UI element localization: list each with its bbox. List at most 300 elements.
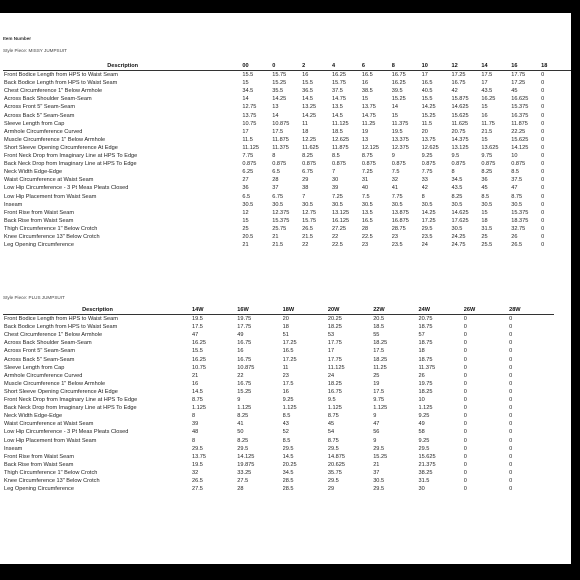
measurement-value: 35.75 xyxy=(327,469,342,476)
measurement-value: 10.75 xyxy=(242,120,257,127)
measurement-value: 9.75 xyxy=(373,397,385,404)
measurement-value: 21.5 xyxy=(302,233,313,240)
measurement-value: 54 xyxy=(327,429,335,436)
measurement-value: 17.5 xyxy=(481,72,493,79)
measurement-value: 0 xyxy=(541,185,545,192)
measurement-value: 0 xyxy=(509,477,513,484)
measurement-value: 0 xyxy=(509,445,513,452)
measurement-value: 0 xyxy=(463,453,467,460)
measurement-value: 32 xyxy=(391,177,398,184)
measurement-value: 14.25 xyxy=(272,96,287,103)
measurement-value: 20 xyxy=(282,316,289,323)
measurement-value: 25.5 xyxy=(481,242,493,249)
measurement-value: 29.5 xyxy=(327,445,339,452)
size-column-header: 18W xyxy=(283,306,328,315)
size-column-header: 18 xyxy=(541,62,571,71)
measurement-value: 0 xyxy=(463,477,467,484)
measurement-value: 16.25 xyxy=(391,80,406,87)
description-header: Description xyxy=(3,62,242,71)
table-row xyxy=(3,477,554,485)
measurement-value: 0 xyxy=(541,217,545,224)
measurement-value: 1.125 xyxy=(327,405,342,412)
table-row xyxy=(3,120,571,128)
measurement-value: 30.5 xyxy=(302,201,313,208)
measurement-value: 16.75 xyxy=(327,388,342,395)
measurement-value: 23 xyxy=(282,372,289,379)
measurement-value: 30.5 xyxy=(391,201,403,208)
size-column-header: 22W xyxy=(373,306,418,315)
measurement-value: 9 xyxy=(237,397,241,404)
measurement-value: 8.25 xyxy=(237,437,249,444)
measurement-label: Front Bodice Length from HPS to Waist Seam xyxy=(4,72,118,79)
measurement-label: Knee Circumference 13" Below Crotch xyxy=(4,233,100,240)
measurement-value: 9 xyxy=(391,153,395,160)
measurement-value: 8.25 xyxy=(302,153,313,160)
measurement-value: 57 xyxy=(418,332,425,339)
measurement-value: 13.625 xyxy=(481,144,499,151)
measurement-value: 11.375 xyxy=(418,364,436,371)
measurement-value: 47 xyxy=(373,421,380,428)
measurement-value: 14.125 xyxy=(511,144,529,151)
measurement-value: 0 xyxy=(509,453,513,460)
measurement-value: 10.875 xyxy=(237,364,255,371)
measurement-value: 17 xyxy=(421,72,428,79)
measurement-value: 7 xyxy=(302,193,306,200)
measurement-label: Thigh Circumference 1" Below Crotch xyxy=(4,469,98,476)
measurement-value: 15.625 xyxy=(451,112,469,119)
measurement-label: Inseam xyxy=(4,201,23,208)
measurement-value: 16.75 xyxy=(391,72,406,79)
measurement-value: 0 xyxy=(541,104,545,111)
measurement-label: Low Hip Circumference - 3 Pt Meas Pleats Closed xyxy=(4,185,129,192)
measurement-label: Chest Circumference 1" Below Armhole xyxy=(4,332,103,339)
measurement-value: 14.75 xyxy=(361,112,376,119)
measurement-value: 45 xyxy=(481,185,488,192)
measurement-label: Back Neck Drop from Imaginary Line at HPS To Edge xyxy=(4,161,137,168)
measurement-value: 29.5 xyxy=(327,477,339,484)
measurement-value: 1.125 xyxy=(373,405,388,412)
measurement-label: Sleeve Length from Cap xyxy=(4,120,65,127)
measurement-value: 29 xyxy=(327,486,335,493)
measurement-value: 28.75 xyxy=(391,225,406,232)
measurement-value: 20.5 xyxy=(373,316,385,323)
measurement-value: 17.25 xyxy=(511,80,526,87)
table-row xyxy=(3,209,571,217)
measurement-value: 17.75 xyxy=(237,324,252,331)
measurement-value: 0 xyxy=(463,445,467,452)
measurement-value: 15.75 xyxy=(272,72,287,79)
measurement-value: 23.5 xyxy=(421,233,433,240)
measurement-value: 15.5 xyxy=(192,348,203,355)
size-column-header: 26W xyxy=(464,306,509,315)
measurement-value: 15.25 xyxy=(237,388,252,395)
measurement-value: 18.75 xyxy=(418,356,433,363)
measurement-value: 16 xyxy=(361,80,369,87)
measurement-value: 0 xyxy=(509,316,513,323)
measurement-value: 36 xyxy=(242,185,249,192)
measurement-value: 30.5 xyxy=(451,201,463,208)
measurement-value: 32.75 xyxy=(511,225,526,232)
measurement-value: 14.375 xyxy=(451,136,469,143)
measurement-value: 13.125 xyxy=(331,209,350,216)
measurement-value: 21.5 xyxy=(272,242,284,249)
measurement-value: 0 xyxy=(541,144,545,151)
measurement-value: 0 xyxy=(463,316,467,323)
measurement-value: 13.125 xyxy=(451,144,469,151)
measurement-value: 31.5 xyxy=(418,477,430,484)
measurement-value: 17 xyxy=(327,348,335,355)
measurement-value: 20.25 xyxy=(327,316,342,323)
measurement-value: 22.5 xyxy=(361,233,373,240)
measurement-value: 15.25 xyxy=(421,112,436,119)
measurement-value: 11.375 xyxy=(272,144,289,151)
table-row xyxy=(3,445,554,453)
measurement-value: 16.5 xyxy=(282,348,294,355)
measurement-value: 26.5 xyxy=(511,242,523,249)
measurement-value: 0 xyxy=(541,169,545,176)
measurement-value: 0.875 xyxy=(481,161,496,168)
table-row xyxy=(3,79,571,87)
measurement-value: 15.375 xyxy=(511,209,529,216)
measurement-value: 30.5 xyxy=(242,201,254,208)
measurement-value: 0.875 xyxy=(391,161,406,168)
measurement-value: 25 xyxy=(373,372,380,379)
measurement-label: Waist Circumference at Waist Seam xyxy=(4,177,94,184)
measurement-value: 0 xyxy=(541,201,545,208)
measurement-value: 15 xyxy=(481,136,488,143)
measurement-value: 58 xyxy=(418,429,425,436)
measurement-value: 15.625 xyxy=(418,453,436,460)
measurement-value: 24 xyxy=(327,372,335,379)
measurement-value: 17.5 xyxy=(272,128,284,135)
header-row xyxy=(3,62,571,71)
measurement-value: 0 xyxy=(509,421,513,428)
measurement-label: Across Front 5" Seam-Seam xyxy=(4,104,75,111)
table-row xyxy=(3,241,571,249)
measurement-value: 7.75 xyxy=(391,193,403,200)
measurement-value: 30 xyxy=(418,486,425,493)
measurement-value: 55 xyxy=(373,332,380,339)
measurement-value: 28 xyxy=(272,177,279,184)
measurement-value: 18 xyxy=(302,128,309,135)
measurement-value: 11.5 xyxy=(242,136,253,143)
measurement-value: 34.5 xyxy=(242,88,254,95)
measurement-value: 1.125 xyxy=(282,405,297,412)
measurement-value: 29.5 xyxy=(373,486,385,493)
measurement-value: 11.25 xyxy=(373,364,387,371)
measurement-value: 8 xyxy=(192,437,196,444)
measurement-label: Across Back Shoulder Seam-Seam xyxy=(4,96,92,103)
measurement-value: 31 xyxy=(361,177,369,184)
measurement-value: 0 xyxy=(463,324,467,331)
measurement-value: 45 xyxy=(511,88,518,95)
measurement-value: 49 xyxy=(418,421,425,428)
measurement-value: 24.25 xyxy=(451,233,466,240)
measurement-value: 24.75 xyxy=(451,242,466,249)
measurement-value: 14 xyxy=(391,104,398,111)
measurement-value: 11 xyxy=(282,364,289,371)
measurement-label: Back Rise from Waist Seam xyxy=(4,217,74,224)
measurement-value: 0 xyxy=(509,324,513,331)
measurement-value: 32 xyxy=(192,469,199,476)
measurement-value: 0 xyxy=(463,388,467,395)
measurement-value: 36.5 xyxy=(302,88,313,95)
measurement-value: 8.75 xyxy=(192,397,203,404)
measurement-value: 14 xyxy=(242,96,249,103)
measurement-value: 34.5 xyxy=(282,469,294,476)
measurement-value: 18 xyxy=(282,324,289,331)
measurement-value: 21.5 xyxy=(481,128,493,135)
measurement-value: 22 xyxy=(237,372,244,379)
size-column-header: 6 xyxy=(362,62,392,71)
measurement-value: 0 xyxy=(463,356,467,363)
measurement-value: 9.5 xyxy=(451,153,460,160)
measurement-value: 37.5 xyxy=(511,177,523,184)
measurement-value: 29.5 xyxy=(282,445,294,452)
measurement-label: Leg Opening Circumference xyxy=(4,486,74,493)
measurement-value: 6.75 xyxy=(272,193,284,200)
measurement-value: 14.25 xyxy=(421,104,436,111)
measurement-value: 19.5 xyxy=(192,316,203,323)
measurement-label: Sleeve Length from Cap xyxy=(4,364,65,371)
measurement-value: 17 xyxy=(481,80,488,87)
measurement-value: 23 xyxy=(391,233,398,240)
measurement-value: 15.5 xyxy=(302,80,313,87)
size-column-header: 00 xyxy=(242,62,272,71)
measurement-label: Chest Circumference 1" Below Armhole xyxy=(4,88,103,95)
measurement-value: 29 xyxy=(302,177,309,184)
measurement-value: 0 xyxy=(463,421,467,428)
measurement-value: 39 xyxy=(192,421,199,428)
measurement-value: 8.75 xyxy=(511,193,523,200)
measurement-value: 16.375 xyxy=(511,112,529,119)
measurement-value: 27 xyxy=(242,177,249,184)
measurement-value: 15.5 xyxy=(421,96,433,103)
measurement-value: 17 xyxy=(242,128,249,135)
measurement-value: 15.5 xyxy=(242,72,254,79)
measurement-value: 11.5 xyxy=(421,120,433,127)
measurement-value: 18.75 xyxy=(418,324,433,331)
measurement-value: 41 xyxy=(237,421,244,428)
table-row xyxy=(3,217,571,225)
table-row xyxy=(3,347,554,355)
measurement-value: 18.375 xyxy=(511,217,529,224)
measurement-value: 17.25 xyxy=(282,340,297,347)
measurement-value: 0 xyxy=(541,136,545,143)
measurement-label: Low Hip Placement from Waist Seam xyxy=(4,193,97,200)
measurement-value: 0 xyxy=(509,469,513,476)
measurement-value: 0 xyxy=(463,372,467,379)
measurement-value: 10 xyxy=(418,397,425,404)
measurement-value: 17.25 xyxy=(451,72,466,79)
measurement-value: 0 xyxy=(509,372,513,379)
measurement-value: 30.5 xyxy=(373,477,385,484)
measurement-value: 9.75 xyxy=(481,153,493,160)
measurement-value: 13.5 xyxy=(331,104,343,111)
table-row xyxy=(3,152,571,160)
measurement-label: Across Front 5" Seam-Seam xyxy=(4,348,75,355)
measurement-value: 16.25 xyxy=(192,356,206,363)
measurement-value: 29.5 xyxy=(237,445,249,452)
table-row xyxy=(3,128,571,136)
measurement-value: 0.875 xyxy=(331,161,346,168)
measurement-value: 8.25 xyxy=(451,193,463,200)
measurement-value: 16.125 xyxy=(331,217,350,224)
measurement-value: 0 xyxy=(463,437,467,444)
size-column-header: 20W xyxy=(328,306,373,315)
measurement-value: 6.5 xyxy=(242,193,251,200)
measurement-value: 16.875 xyxy=(391,217,409,224)
measurement-value: 8.25 xyxy=(481,169,493,176)
measurement-value: 26 xyxy=(418,372,425,379)
measurement-value: 45 xyxy=(327,421,335,428)
measurement-value: 0 xyxy=(509,413,513,420)
measurement-value: 56 xyxy=(373,429,380,436)
measurement-value: 9.25 xyxy=(421,153,433,160)
measurement-value: 0 xyxy=(541,72,545,79)
table-row xyxy=(3,356,554,364)
measurement-value: 13.75 xyxy=(361,104,376,111)
measurement-value: 14.875 xyxy=(327,453,345,460)
measurement-value: 1.125 xyxy=(418,405,433,412)
table1-style-label: Style Piece: MISSY JUMPSUIT xyxy=(3,48,67,53)
table-row xyxy=(3,103,571,111)
measurement-value: 11.625 xyxy=(451,120,469,127)
measurement-value: 7 xyxy=(331,169,336,176)
measurement-value: 0 xyxy=(463,429,467,436)
size-column-header: 14 xyxy=(481,62,511,71)
table-row xyxy=(3,71,571,80)
measurement-value: 0 xyxy=(541,193,545,200)
measurement-label: Low Hip Placement from Waist Seam xyxy=(4,437,97,444)
measurement-value: 42 xyxy=(421,185,428,192)
measurement-value: 16.625 xyxy=(511,96,529,103)
measurement-value: 13.875 xyxy=(391,209,409,216)
table-row xyxy=(3,461,554,469)
measurement-value: 18.25 xyxy=(373,340,388,347)
measurement-value: 0.875 xyxy=(361,161,376,168)
table-row xyxy=(3,453,554,461)
measurement-value: 16.25 xyxy=(481,96,496,103)
measurement-value: 15.375 xyxy=(511,104,529,111)
measurement-value: 12.625 xyxy=(331,136,350,143)
measurement-value: 9.5 xyxy=(327,397,336,404)
measurement-value: 0 xyxy=(541,177,545,184)
measurement-value: 16.75 xyxy=(237,340,252,347)
measurement-value: 36 xyxy=(481,177,488,184)
measurement-value: 11.125 xyxy=(242,144,260,151)
measurement-value: 20 xyxy=(421,128,428,135)
measurement-value: 20.5 xyxy=(242,233,254,240)
measurement-value: 11.625 xyxy=(302,144,319,151)
measurement-value: 16 xyxy=(282,388,289,395)
measurement-value: 11.125 xyxy=(331,120,349,127)
measurement-value: 0 xyxy=(541,242,545,249)
measurement-value: 33.25 xyxy=(237,469,252,476)
measurement-value: 43 xyxy=(282,421,289,428)
measurement-value: 9.25 xyxy=(282,397,294,404)
measurement-value: 11.75 xyxy=(481,120,495,127)
measurement-label: Leg Opening Circumference xyxy=(4,242,74,249)
measurement-value: 10 xyxy=(511,153,518,160)
table-row xyxy=(3,364,554,372)
measurement-value: 12.75 xyxy=(302,209,317,216)
measurement-value: 19 xyxy=(361,128,369,135)
table-row xyxy=(3,469,554,477)
table-row xyxy=(3,95,571,103)
measurement-value: 0.875 xyxy=(421,161,436,168)
measurement-value: 30.5 xyxy=(272,201,284,208)
measurement-value: 20.25 xyxy=(282,461,297,468)
measurement-value: 10.875 xyxy=(272,120,290,127)
measurement-value: 15.75 xyxy=(302,217,317,224)
measurement-value: 0 xyxy=(541,161,545,168)
measurement-value: 20.625 xyxy=(327,461,345,468)
measurement-value: 12.125 xyxy=(361,144,379,151)
measurement-value: 15.625 xyxy=(511,136,529,143)
measurement-value: 13.75 xyxy=(242,112,257,119)
measurement-value: 8.5 xyxy=(282,413,291,420)
measurement-value: 17.5 xyxy=(192,324,203,331)
measurement-value: 18.25 xyxy=(373,356,388,363)
measurement-value: 17.5 xyxy=(282,380,294,387)
measurement-value: 1.125 xyxy=(237,405,252,412)
measurement-value: 20.75 xyxy=(418,316,433,323)
measurement-value: 14.75 xyxy=(331,96,346,103)
measurement-value: 17.5 xyxy=(373,388,385,395)
measurement-value: 16.25 xyxy=(192,340,206,347)
measurement-value: 30.5 xyxy=(511,201,523,208)
measurement-value: 1.125 xyxy=(192,405,206,412)
measurement-value: 17.75 xyxy=(511,72,526,79)
table-row xyxy=(3,201,571,209)
measurement-value: 50 xyxy=(237,429,244,436)
measurement-value: 40.5 xyxy=(421,88,433,95)
measurement-label: Back Neck Drop from Imaginary Line at HPS To Edge xyxy=(4,405,137,412)
measurement-value: 10.75 xyxy=(192,364,206,371)
measurement-value: 8.5 xyxy=(331,153,340,160)
measurement-value: 39.5 xyxy=(391,88,403,95)
measurement-value: 31.5 xyxy=(481,225,493,232)
measurement-value: 13.75 xyxy=(192,453,206,460)
size-column-header: 12 xyxy=(451,62,481,71)
measurement-value: 15 xyxy=(391,112,398,119)
measurement-value: 26.5 xyxy=(192,477,203,484)
measurement-value: 30.5 xyxy=(451,225,463,232)
measurement-value: 11.25 xyxy=(361,120,376,127)
measurement-value: 8.5 xyxy=(511,169,519,176)
measurement-value: 17.75 xyxy=(327,340,342,347)
measurement-label: Thigh Circumference 1" Below Crotch xyxy=(4,225,98,232)
measurement-value: 0.875 xyxy=(451,161,466,168)
measurement-value: 8.25 xyxy=(237,413,249,420)
measurement-value: 30.5 xyxy=(331,201,343,208)
measurement-value: 15.25 xyxy=(272,80,287,87)
measurement-value: 16.5 xyxy=(361,217,373,224)
measurement-value: 26.5 xyxy=(302,225,313,232)
measurement-value: 23.5 xyxy=(391,242,403,249)
measurement-value: 37 xyxy=(272,185,279,192)
measurement-value: 16.75 xyxy=(237,380,252,387)
measurement-value: 0 xyxy=(541,96,545,103)
table-row xyxy=(3,485,554,493)
measurement-value: 47 xyxy=(511,185,518,192)
measurement-value: 16 xyxy=(481,112,488,119)
item-number-label: Item Number xyxy=(3,36,32,41)
header-row xyxy=(3,306,554,315)
measurement-value: 18.25 xyxy=(327,324,342,331)
measurement-value: 25.75 xyxy=(272,225,287,232)
